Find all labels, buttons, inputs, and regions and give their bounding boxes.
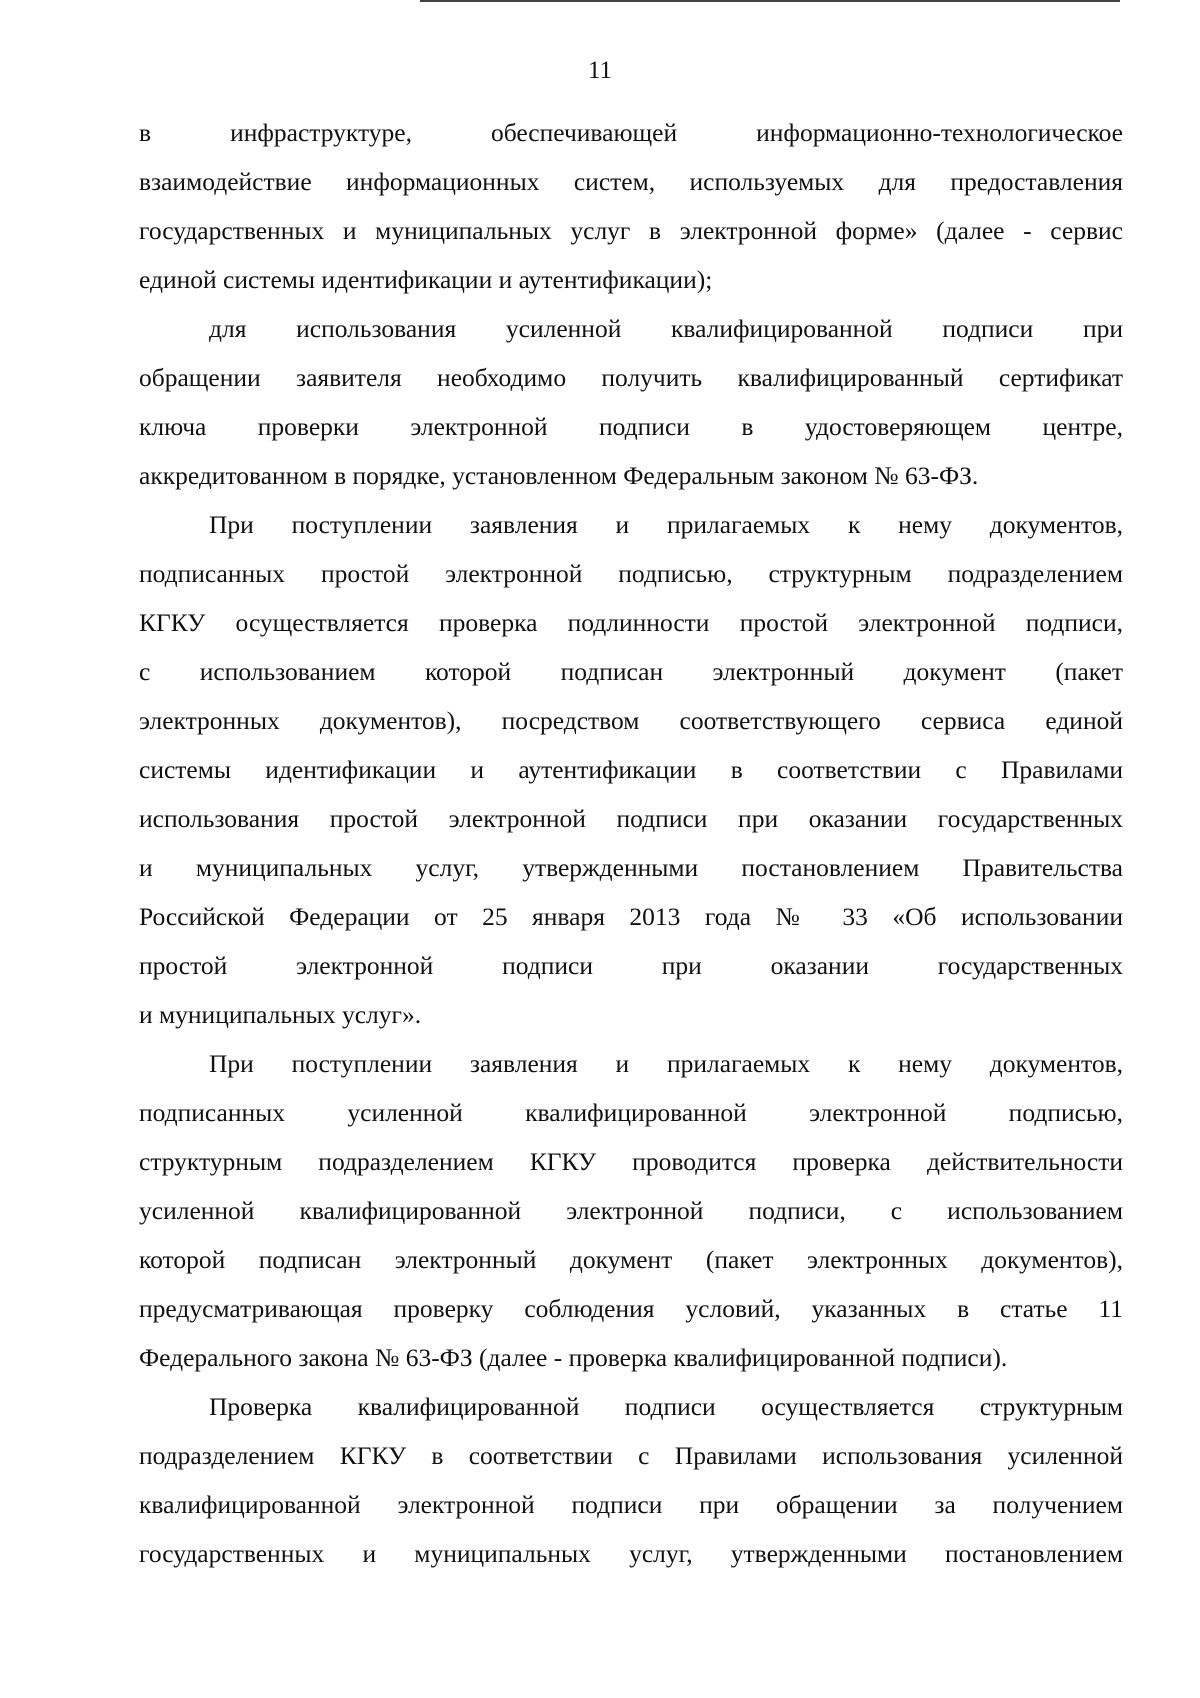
text-line: ключа проверки электронной подписи в удостоверяющем центре, bbox=[139, 412, 1123, 441]
text-line: подразделением КГКУ в соответствии с Правилами использования усиленной bbox=[139, 1441, 1123, 1470]
text-line: обращении заявителя необходимо получить квалифицированный сертификат bbox=[139, 363, 1123, 392]
text-line: системы идентификации и аутентификации в соответствии с Правилами bbox=[139, 755, 1123, 784]
text-line: Федерального закона № 63-ФЗ (далее - проверка квалифицированной подписи). bbox=[139, 1343, 1008, 1372]
text-line: аккредитованном в порядке, установленном Федеральным законом № 63-ФЗ. bbox=[139, 461, 979, 490]
text-line: единой системы идентификации и аутентификации); bbox=[139, 265, 713, 294]
text-line: квалифицированной электронной подписи при обращении за получением bbox=[139, 1490, 1123, 1519]
text-line: структурным подразделением КГКУ проводится проверка действительности bbox=[139, 1147, 1123, 1176]
text-line: использования простой электронной подписи при оказании государственных bbox=[139, 804, 1123, 833]
text-line: и муниципальных услуг». bbox=[139, 1000, 422, 1029]
text-line: Проверка квалифицированной подписи осуществляется структурным bbox=[209, 1392, 1123, 1421]
paragraph bbox=[139, 304, 1123, 500]
paragraph bbox=[139, 1039, 1123, 1382]
text-line: в инфраструктуре, обеспечивающей информационно-технологическое bbox=[139, 118, 1123, 147]
text-line: подписанных простой электронной подписью, структурным подразделением bbox=[139, 559, 1123, 588]
paragraph bbox=[139, 500, 1123, 1039]
paragraph bbox=[139, 1382, 1123, 1578]
text-line: электронных документов), посредством соответствующего сервиса единой bbox=[139, 706, 1123, 735]
text-line: с использованием которой подписан электронный документ (пакет bbox=[139, 657, 1123, 686]
text-line: подписанных усиленной квалифицированной электронной подписью, bbox=[139, 1098, 1123, 1127]
text-line: усиленной квалифицированной электронной подписи, с использованием bbox=[139, 1196, 1123, 1225]
top-scan-rule bbox=[420, 0, 1120, 2]
text-line: для использования усиленной квалифицированной подписи при bbox=[209, 314, 1123, 343]
text-line: При поступлении заявления и прилагаемых к нему документов, bbox=[209, 510, 1123, 539]
text-line: Российской Федерации от 25 января 2013 года № 33 «Об использовании bbox=[139, 902, 1123, 931]
paragraph bbox=[139, 108, 1123, 304]
text-line: государственных и муниципальных услуг, утвержденными постановлением bbox=[139, 1539, 1123, 1568]
text-line: и муниципальных услуг, утвержденными постановлением Правительства bbox=[139, 853, 1123, 882]
text-line: КГКУ осуществляется проверка подлинности простой электронной подписи, bbox=[139, 608, 1123, 637]
page-number: 11 bbox=[587, 57, 613, 84]
text-line: При поступлении заявления и прилагаемых к нему документов, bbox=[209, 1049, 1123, 1078]
text-line: простой электронной подписи при оказании государственных bbox=[139, 951, 1123, 980]
text-line: предусматривающая проверку соблюдения условий, указанных в статье 11 bbox=[139, 1294, 1123, 1323]
document-body bbox=[139, 108, 1123, 1578]
text-line: взаимодействие информационных систем, используемых для предоставления bbox=[139, 167, 1123, 196]
text-line: государственных и муниципальных услуг в электронной форме» (далее - сервис bbox=[139, 216, 1123, 245]
text-line: которой подписан электронный документ (пакет электронных документов), bbox=[139, 1245, 1123, 1274]
